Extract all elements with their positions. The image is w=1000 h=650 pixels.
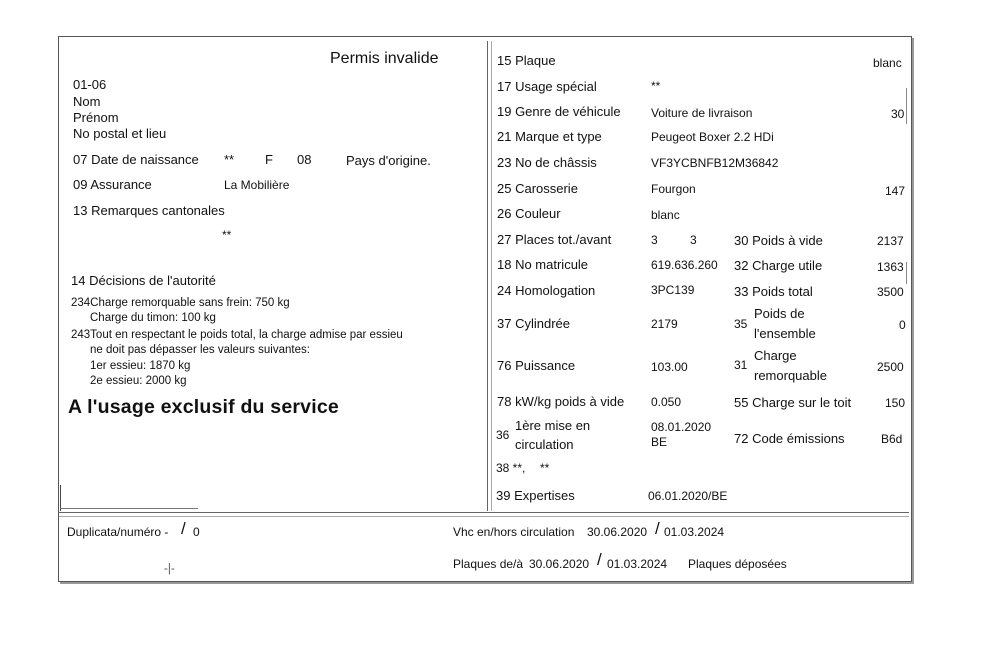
f36-canton: BE [651, 435, 668, 449]
stamp-mark [60, 508, 198, 509]
f36-number: 36 [496, 428, 510, 442]
right-edge-mark [906, 88, 907, 124]
f26-label: 26 Couleur [497, 206, 561, 221]
decision-line: 234Charge remorquable sans frein: 750 kg [71, 297, 290, 309]
f27-total: 3 [651, 233, 658, 247]
f25-value: Fourgon [651, 182, 696, 196]
f25-code: 147 [885, 184, 906, 198]
f15-value: blanc [873, 56, 902, 70]
plates-status: Plaques déposées [688, 557, 787, 571]
field-01-06: 01-06 [73, 77, 107, 92]
decision-line: Charge du timon: 100 kg [90, 312, 216, 324]
f55-value: 150 [885, 396, 906, 410]
f76-value: 103.00 [651, 360, 688, 374]
f78-label: 78 kW/kg poids à vide [497, 394, 625, 409]
nationality-code: 08 [297, 152, 312, 167]
f26-value: blanc [651, 208, 680, 222]
country-label: Pays d'origine. [346, 153, 431, 168]
f78-value: 0.050 [651, 395, 682, 409]
remarks-label: 13 Remarques cantonales [73, 203, 225, 218]
f72-label: 72 Code émissions [734, 431, 845, 446]
f35-number: 35 [734, 317, 748, 331]
vhc-to: 01.03.2024 [664, 525, 725, 539]
exclusive-use-notice: A l'usage exclusif du service [68, 396, 339, 418]
f23-value: VF3YCBNFB12M36842 [651, 156, 779, 170]
f30-label: 30 Poids à vide [734, 233, 823, 248]
f38-value: ** [540, 461, 550, 475]
f35-label-line2: l'ensemble [754, 326, 816, 341]
plates-slash: / [597, 550, 602, 569]
f27-front: 3 [690, 233, 697, 247]
f39-label: 39 Expertises [496, 488, 575, 503]
duplicate-value: 0 [193, 525, 200, 539]
f21-label: 21 Marque et type [497, 129, 602, 144]
column-divider [487, 41, 488, 511]
f35-label-line1: Poids de [754, 306, 805, 321]
insurance-value: La Mobilière [224, 178, 290, 192]
decisions-label: 14 Décisions de l'autorité [71, 273, 216, 288]
cross-mark: -|- [164, 563, 175, 575]
f32-label: 32 Charge utile [734, 258, 823, 273]
decision-line: 1er essieu: 1870 kg [90, 360, 191, 372]
decision-line: ne doit pas dépasser les valeurs suivantes: [90, 344, 310, 356]
f33-label: 33 Poids total [734, 284, 813, 299]
field-prenom: Prénom [73, 110, 119, 125]
dob-label: 07 Date de naissance [73, 152, 199, 167]
column-divider-inner [491, 41, 492, 511]
remarks-value: ** [222, 228, 232, 242]
f31-value: 2500 [877, 360, 904, 374]
footer-divider-inner [59, 516, 909, 517]
field-nom: Nom [73, 94, 101, 109]
f24-label: 24 Homologation [497, 283, 596, 298]
f19-label: 19 Genre de véhicule [497, 104, 621, 119]
vhc-from: 30.06.2020 [587, 525, 648, 539]
dob-value: ** [224, 152, 235, 167]
f38-label: 38 **, [496, 461, 526, 475]
f23-label: 23 No de châssis [497, 155, 597, 170]
f15-label: 15 Plaque [497, 53, 556, 68]
f32-value: 1363 [877, 260, 904, 274]
insurance-label: 09 Assurance [73, 177, 152, 192]
f17-value: ** [651, 79, 661, 93]
f39-value: 06.01.2020/BE [648, 489, 728, 503]
right-edge-mark [906, 262, 907, 284]
f31-number: 31 [734, 358, 748, 372]
plates-to: 01.03.2024 [607, 557, 668, 571]
f27-label: 27 Places tot./avant [497, 232, 612, 247]
f36-label-line2: circulation [515, 437, 574, 452]
plates-label: Plaques de/à [453, 557, 524, 571]
f72-value: B6d [881, 432, 903, 446]
vhc-slash: / [655, 519, 660, 538]
f18-value: 619.636.260 [651, 258, 718, 272]
duplicate-slash: / [181, 519, 186, 538]
f37-label: 37 Cylindrée [497, 316, 570, 331]
f55-label: 55 Charge sur le toit [734, 395, 852, 410]
f37-value: 2179 [651, 317, 678, 331]
f36-label-line1: 1ère mise en [515, 418, 591, 433]
field-postal: No postal et lieu [73, 126, 167, 141]
f31-label-line2: remorquable [754, 368, 827, 383]
f24-value: 3PC139 [651, 283, 695, 297]
footer-divider [59, 512, 909, 513]
document-title: Permis invalide [330, 50, 439, 67]
f25-label: 25 Carosserie [497, 181, 578, 196]
f36-date: 08.01.2020 [651, 420, 712, 434]
f33-value: 3500 [877, 285, 904, 299]
f30-value: 2137 [877, 234, 904, 248]
decision-line: 2e essieu: 2000 kg [90, 375, 187, 387]
decision-line: 243Tout en respectant le poids total, la charge admise par essieu [71, 329, 403, 341]
vhc-label: Vhc en/hors circulation [453, 525, 575, 539]
f18-label: 18 No matricule [497, 257, 589, 272]
f19-code: 30 [891, 107, 905, 121]
f21-value: Peugeot Boxer 2.2 HDi [651, 130, 774, 144]
f35-value: 0 [899, 318, 906, 332]
f17-label: 17 Usage spécial [497, 79, 597, 94]
duplicate-label: Duplicata/numéro - [67, 525, 169, 539]
f31-label-line1: Charge [754, 348, 797, 363]
f76-label: 76 Puissance [497, 358, 576, 373]
plates-from: 30.06.2020 [529, 557, 590, 571]
sex-value: F [265, 152, 273, 167]
f19-value: Voiture de livraison [651, 106, 753, 120]
